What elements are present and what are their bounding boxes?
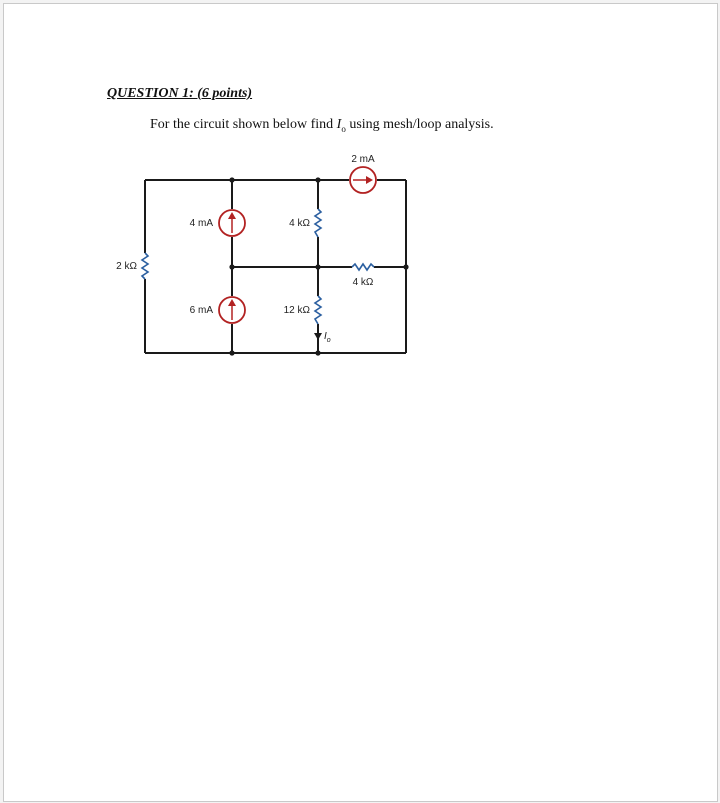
question-heading: QUESTION 1: (6 points) [107,86,253,101]
source-6ma [219,297,245,323]
current-io-var: I [324,331,327,342]
prompt-text-start: For the circuit shown below find [150,117,337,132]
circuit-wires [145,180,406,353]
current-io-arrow [314,333,322,340]
resistor-4k-horizontal-label: 4 kΩ [352,277,374,288]
source-4ma-label: 4 mA [189,218,213,229]
node [229,264,234,269]
current-io-sub: o [326,337,331,344]
prompt-text-end: using mesh/loop analysis. [345,117,494,132]
resistor-4k-vertical-label: 4 kΩ [289,218,310,229]
source-4ma [219,210,245,236]
prompt-current-var: I [336,117,342,132]
resistor-2k-label: 2 kΩ [116,261,137,272]
node [315,264,320,269]
node [403,264,408,269]
resistor-2k [142,253,148,279]
current-io-label [324,331,331,344]
node [315,350,320,355]
source-6ma-label: 6 mA [189,305,213,316]
resistor-12k-label: 12 kΩ [283,305,310,316]
source-2ma-label: 2 mA [351,154,375,165]
resistor-4k-horizontal [352,264,374,270]
prompt-current-sub: o [341,123,346,134]
node [315,177,320,182]
resistor-12k [315,296,321,324]
resistor-4k-vertical [315,209,321,237]
node [229,350,234,355]
node [229,177,234,182]
source-2ma [350,167,376,193]
